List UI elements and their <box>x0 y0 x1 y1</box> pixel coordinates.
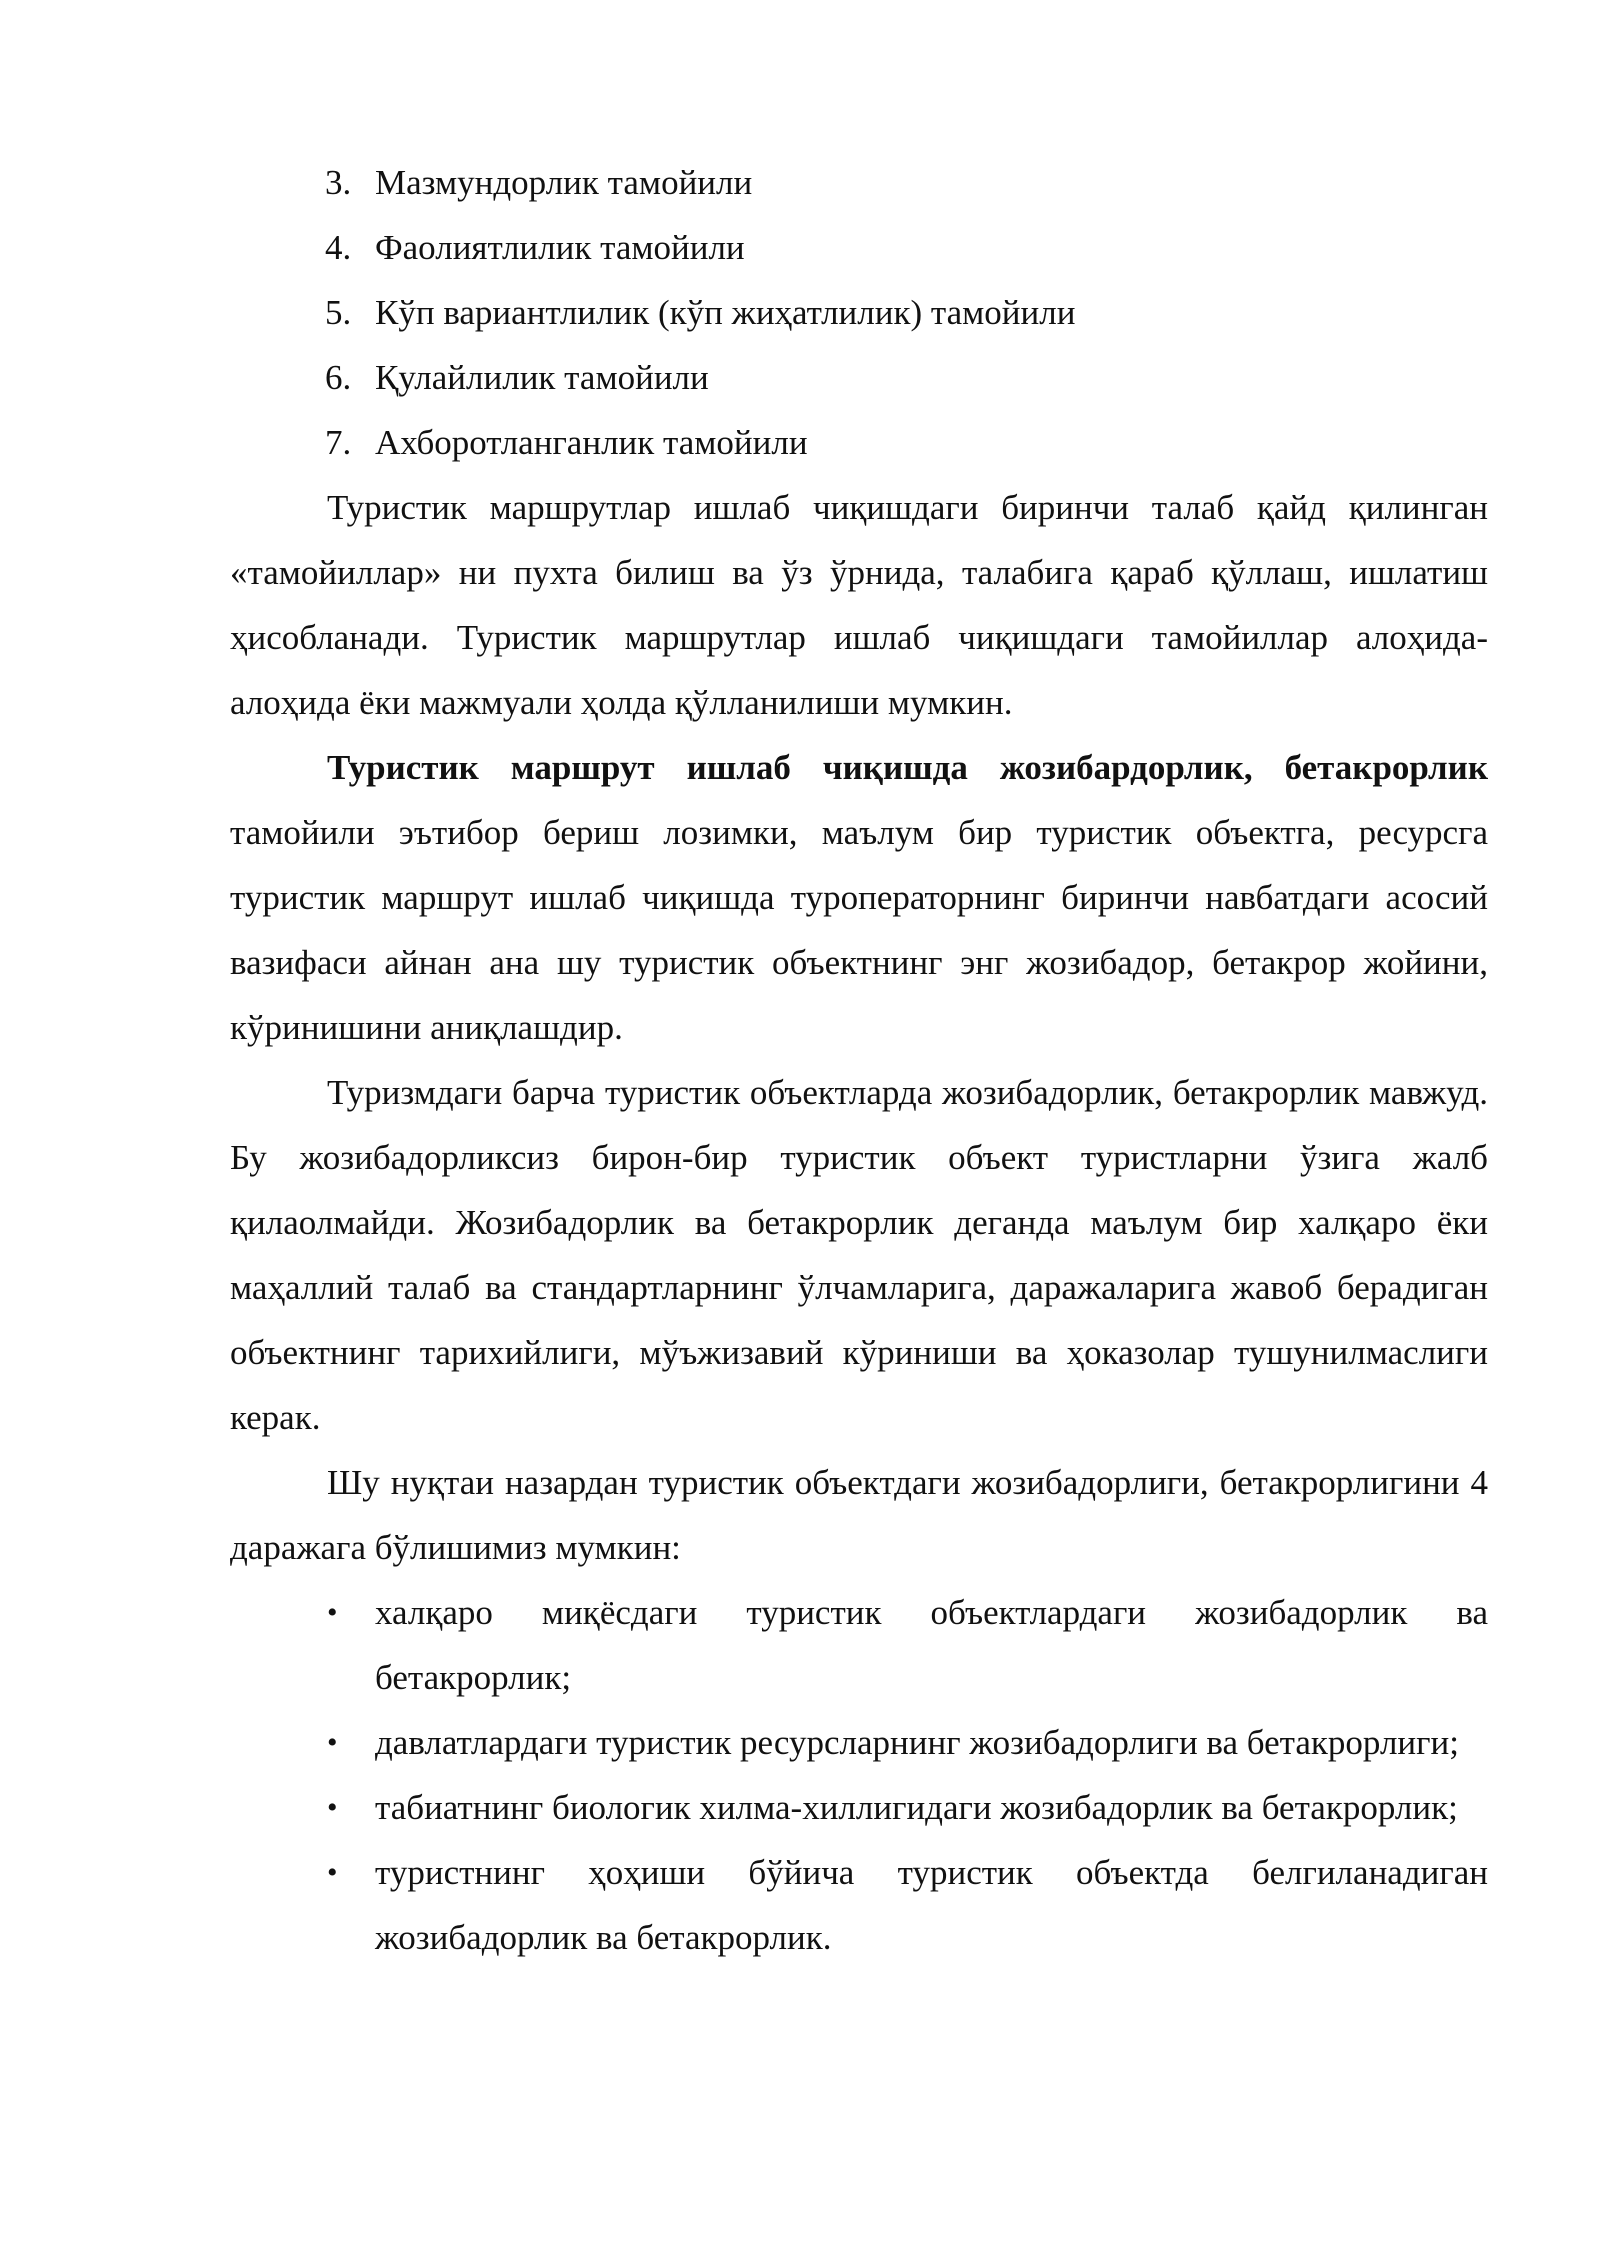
paragraph-attractiveness-principle <box>230 735 1488 1060</box>
document-page <box>230 150 1488 1970</box>
principles-list <box>230 150 1488 475</box>
list-item <box>230 215 1488 280</box>
levels-bullet-list <box>230 1580 1488 1970</box>
list-number: 3. <box>325 163 352 202</box>
list-item-text: Фаолиятлилик тамойили <box>375 228 745 267</box>
list-item <box>230 280 1488 345</box>
bullet-item <box>230 1580 1488 1710</box>
paragraph-four-levels-intro: Шу нуқтаи назардан туристик объектдаги жозибадорлиги, бетакрорлигини 4 даражага бўлишимиз мумкин: <box>230 1463 1488 1567</box>
bullet-item <box>230 1840 1488 1970</box>
bold-lead-phrase: Туристик маршрут ишлаб чиқишда жозибардорлик, бетакрорлик <box>327 748 1488 787</box>
bullet-item-text: табиатнинг биологик хилма-хиллигидаги жозибадорлик ва бетакрорлик; <box>375 1788 1458 1827</box>
list-number: 5. <box>325 293 352 332</box>
paragraph-continuation: тамойили эътибор бериш лозимки, маълум бир туристик объектга, ресурсга туристик маршрут ишлаб чиқишда туроператорнинг биринчи навбатдаги асосий вазифаси айнан ана шу туристик объектнинг энг жозибадор, бетакрор жойини, кўринишини аниқлашдир. <box>230 813 1488 1047</box>
paragraph-principles-requirement: Туристик маршрутлар ишлаб чиқишдаги биринчи талаб қайд қилинган «тамойиллар» ни пухта билиш ва ўз ўрнида, талабига қараб қўллаш, ишлатиш ҳисобланади. Туристик маршрутлар ишлаб чиқишдаги тамойиллар алоҳида-алоҳида ёки мажмуали ҳолда қўлланилиши мумкин. <box>230 488 1488 722</box>
list-item <box>230 410 1488 475</box>
list-item-text: Ахборотланганлик тамойили <box>375 423 808 462</box>
list-number: 7. <box>325 423 352 462</box>
list-item <box>230 345 1488 410</box>
bullet-icon: • <box>327 1726 338 1759</box>
list-number: 6. <box>325 358 352 397</box>
bullet-icon: • <box>327 1596 338 1629</box>
list-item-text: Кўп вариантлилик (кўп жиҳатлилик) тамойили <box>375 293 1076 332</box>
bullet-icon: • <box>327 1856 338 1889</box>
bullet-item <box>230 1775 1488 1840</box>
paragraph-tourism-objects: Туризмдаги барча туристик объектларда жозибадорлик, бетакрорлик мавжуд. Бу жозибадорликсиз бирон-бир туристик объект туристларни ўзига жалб қилаолмайди. Жозибадорлик ва бетакрорлик деганда маълум бир халқаро ёки маҳаллий талаб ва стандартларнинг ўлчамларига, даражаларига жавоб берадиган объектнинг тарихийлиги, мўъжизавий кўриниши ва ҳоказолар тушунилмаслиги керак. <box>230 1073 1488 1437</box>
list-item <box>230 150 1488 215</box>
list-item-text: Қулайлилик тамойили <box>375 358 709 397</box>
bullet-item <box>230 1710 1488 1775</box>
bullet-item-text: халқаро миқёсдаги туристик объектлардаги жозибадорлик ва бетакрорлик; <box>375 1593 1488 1697</box>
list-number: 4. <box>325 228 352 267</box>
list-item-text: Мазмундорлик тамойили <box>375 163 753 202</box>
bullet-item-text: давлатлардаги туристик ресурсларнинг жозибадорлиги ва бетакрорлиги; <box>375 1723 1459 1762</box>
bullet-item-text: туристнинг ҳоҳиши бўйича туристик объектда белгиланадиган жозибадорлик ва бетакрорлик. <box>375 1853 1488 1957</box>
bullet-icon: • <box>327 1791 338 1824</box>
